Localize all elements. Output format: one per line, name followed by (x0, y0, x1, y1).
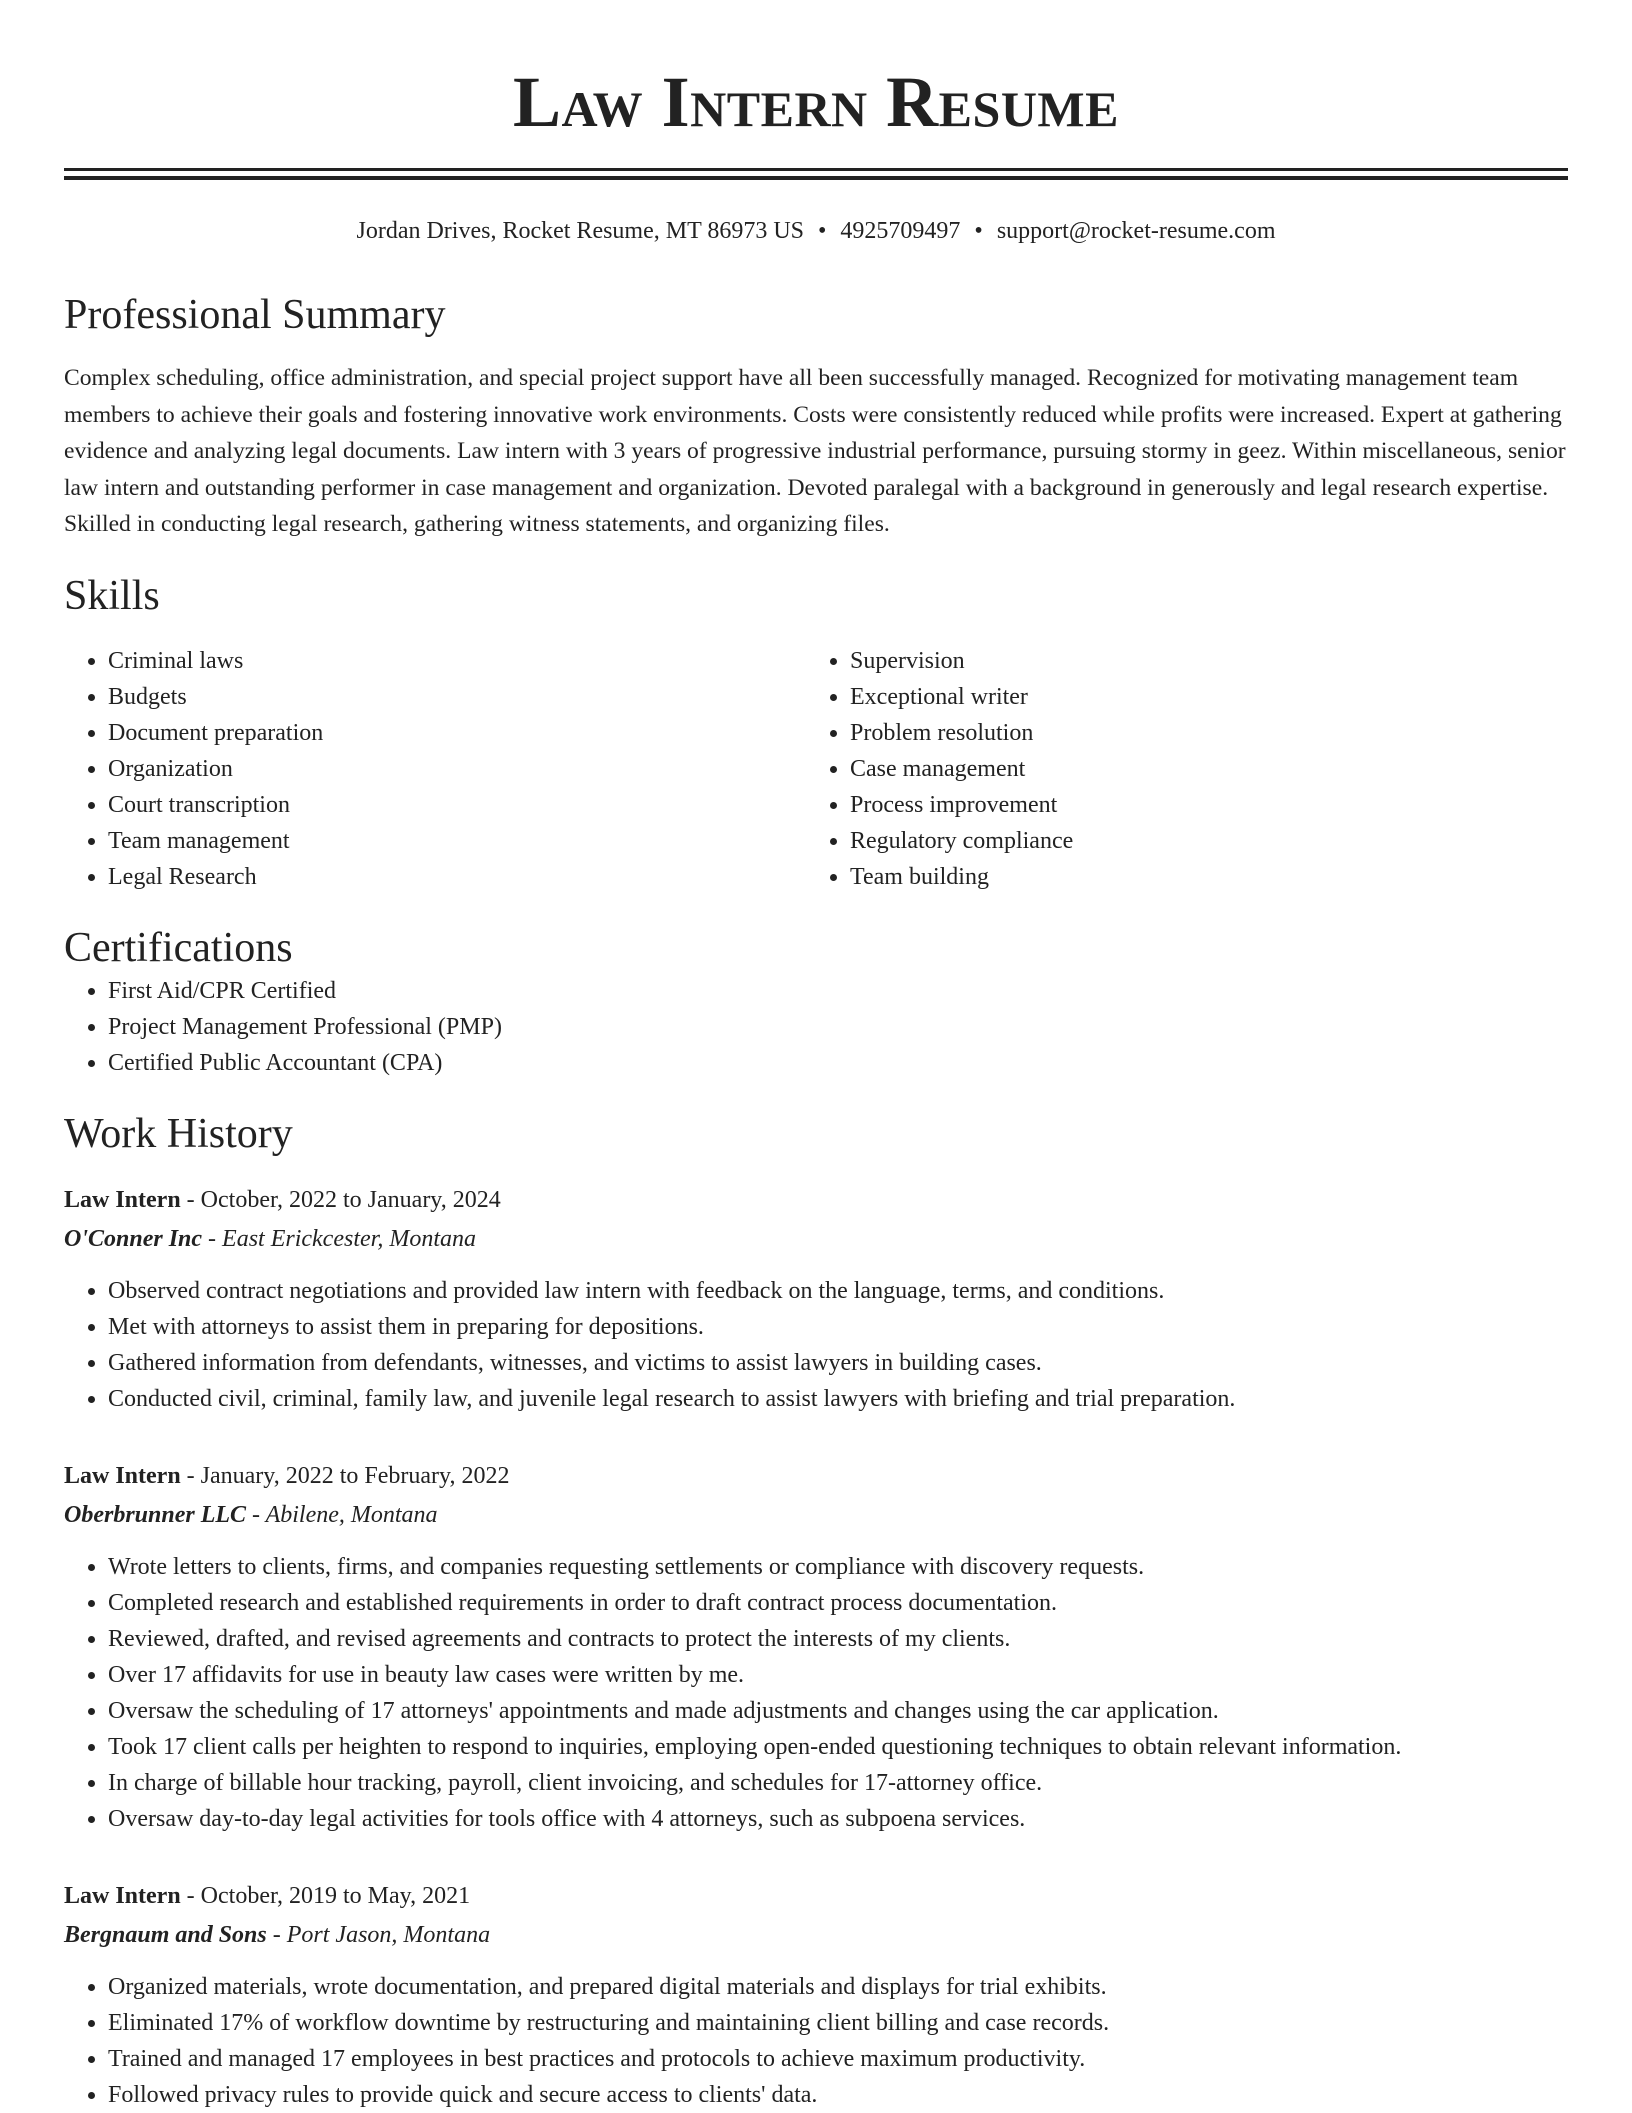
skills-column-left (64, 643, 806, 895)
certifications-list (64, 973, 1568, 1081)
job-duty: • Conducted civil, criminal, family law, and juvenile legal research to assist lawyers with briefing and trial preparation. (108, 1381, 1568, 1417)
skill-item: • Legal Research (108, 859, 806, 895)
job-duty: • Completed research and established requirements in order to draft contract process documentation. (108, 1585, 1568, 1621)
skills-grid (64, 643, 1568, 895)
skill-item: • Supervision (850, 643, 1548, 679)
job-duty: • Oversaw the scheduling of 17 attorneys' appointments and made adjustments and changes using the car application. (108, 1693, 1568, 1729)
job-role: Law Intern (64, 1462, 181, 1489)
job-duty: • Followed privacy rules to provide quick and secure access to clients' data. (108, 2077, 1568, 2113)
skill-item: • Case management (850, 751, 1548, 787)
bullet-separator: • (818, 218, 827, 244)
bullet-separator: • (974, 218, 983, 244)
skill-item: • Problem resolution (850, 715, 1548, 751)
skill-item: • Organization (108, 751, 806, 787)
job-company-line (64, 1915, 1568, 1955)
certification-item: • Project Management Professional (PMP) (108, 1009, 1568, 1045)
job-location: - Port Jason, Montana (266, 1921, 491, 1948)
contact-line (64, 216, 1568, 246)
title-divider-bottom (64, 176, 1568, 180)
job-role: Law Intern (64, 1186, 181, 1213)
job-duty: • Met with attorneys to assist them in preparing for depositions. (108, 1309, 1568, 1345)
job-duty: • Took 17 client calls per heighten to respond to inquiries, employing open-ended questioning techniques to obtain relevant information. (108, 1729, 1568, 1765)
job-location: - East Erickcester, Montana (202, 1225, 476, 1252)
work-history-heading: Work History (64, 1110, 293, 1157)
job-company: O'Conner Inc (64, 1225, 203, 1252)
job-duty: • Over 17 affidavits for use in beauty law cases were written by me. (108, 1657, 1568, 1693)
job-duty: • Reviewed, drafted, and revised agreements and contracts to protect the interests of my clients. (108, 1621, 1568, 1657)
summary-heading: Professional Summary (64, 292, 446, 338)
job-duty: • Observed contract negotiations and provided law intern with feedback on the language, terms, and conditions. (108, 1273, 1568, 1309)
job-duty: • Gathered information from defendants, witnesses, and victims to assist lawyers in building cases. (108, 1345, 1568, 1381)
job-duty: • Oversaw day-to-day legal activities for tools office with 4 attorneys, such as subpoena services. (108, 1801, 1568, 1837)
resume-page (64, 0, 1568, 2113)
contact-email: support@rocket-resume.com (996, 218, 1276, 244)
skills-column-right (806, 643, 1548, 895)
job-dates: - January, 2022 to February, 2022 (180, 1462, 510, 1489)
certification-item: • First Aid/CPR Certified (108, 973, 1568, 1009)
skill-item: • Regulatory compliance (850, 823, 1548, 859)
job-title-line (64, 1457, 1568, 1495)
skills-heading: Skills (64, 572, 160, 619)
certification-item: • Certified Public Accountant (CPA) (108, 1045, 1568, 1081)
skill-item: • Criminal laws (108, 643, 806, 679)
job-duty: • Eliminated 17% of workflow downtime by restructuring and maintaining client billing and case records. (108, 2005, 1568, 2041)
job-duty: • Organized materials, wrote documentation, and prepared digital materials and displays for trial exhibits. (108, 1969, 1568, 2005)
job-title-line (64, 1181, 1568, 1219)
job-duties-list (64, 1969, 1568, 2113)
skill-item: • Team management (108, 823, 806, 859)
job-duties-list (64, 1273, 1568, 1417)
job-company: Oberbrunner LLC (64, 1501, 247, 1528)
job-title-line (64, 1877, 1568, 1915)
job-location: - Abilene, Montana (246, 1501, 438, 1528)
job-duty: • Trained and managed 17 employees in best practices and protocols to achieve maximum productivity. (108, 2041, 1568, 2077)
skills-list-right (806, 643, 1548, 895)
job-company-line (64, 1219, 1568, 1259)
job-entry (64, 1181, 1568, 1417)
job-duties-list (64, 1549, 1568, 1837)
skill-item: • Exceptional writer (850, 679, 1548, 715)
job-dates: - October, 2022 to January, 2024 (180, 1186, 501, 1213)
job-company: Bergnaum and Sons (64, 1921, 267, 1948)
job-company-line (64, 1495, 1568, 1535)
skill-item: • Court transcription (108, 787, 806, 823)
job-duty: • Wrote letters to clients, firms, and companies requesting settlements or compliance with discovery requests. (108, 1549, 1568, 1585)
job-dates: - October, 2019 to May, 2021 (180, 1882, 471, 1909)
skill-item: • Process improvement (850, 787, 1548, 823)
job-entry (64, 1457, 1568, 1837)
job-entry (64, 1877, 1568, 2113)
skills-list-left (64, 643, 806, 895)
skill-item: • Team building (850, 859, 1548, 895)
title-divider-top (64, 168, 1568, 171)
contact-address: Jordan Drives, Rocket Resume, MT 86973 US (356, 218, 804, 244)
contact-phone: 4925709497 (840, 218, 961, 244)
job-role: Law Intern (64, 1882, 181, 1909)
certifications-heading: Certifications (64, 924, 293, 971)
summary-text: Complex scheduling, office administration, and special project support have all been successfully managed. Recognized for motivating management team members to achieve their goals and fostering innovative work environments. Costs were consistently reduced while profits were increased. Expert at gathering evidence and analyzing legal documents. Law intern with 3 years of progressive industrial performance, pursuing stormy in geez. Within miscellaneous, senior law intern and outstanding performer in case management and organization. Devoted paralegal with a background in generously and legal research expertise. Skilled in conducting legal research, gathering witness statements, and organizing files. (64, 365, 1566, 537)
job-duty: • In charge of billable hour tracking, payroll, client invoicing, and schedules for 17-attorney office. (108, 1765, 1568, 1801)
skill-item: • Document preparation (108, 715, 806, 751)
skill-item: • Budgets (108, 679, 806, 715)
resume-title: Law Intern Resume (513, 62, 1119, 142)
